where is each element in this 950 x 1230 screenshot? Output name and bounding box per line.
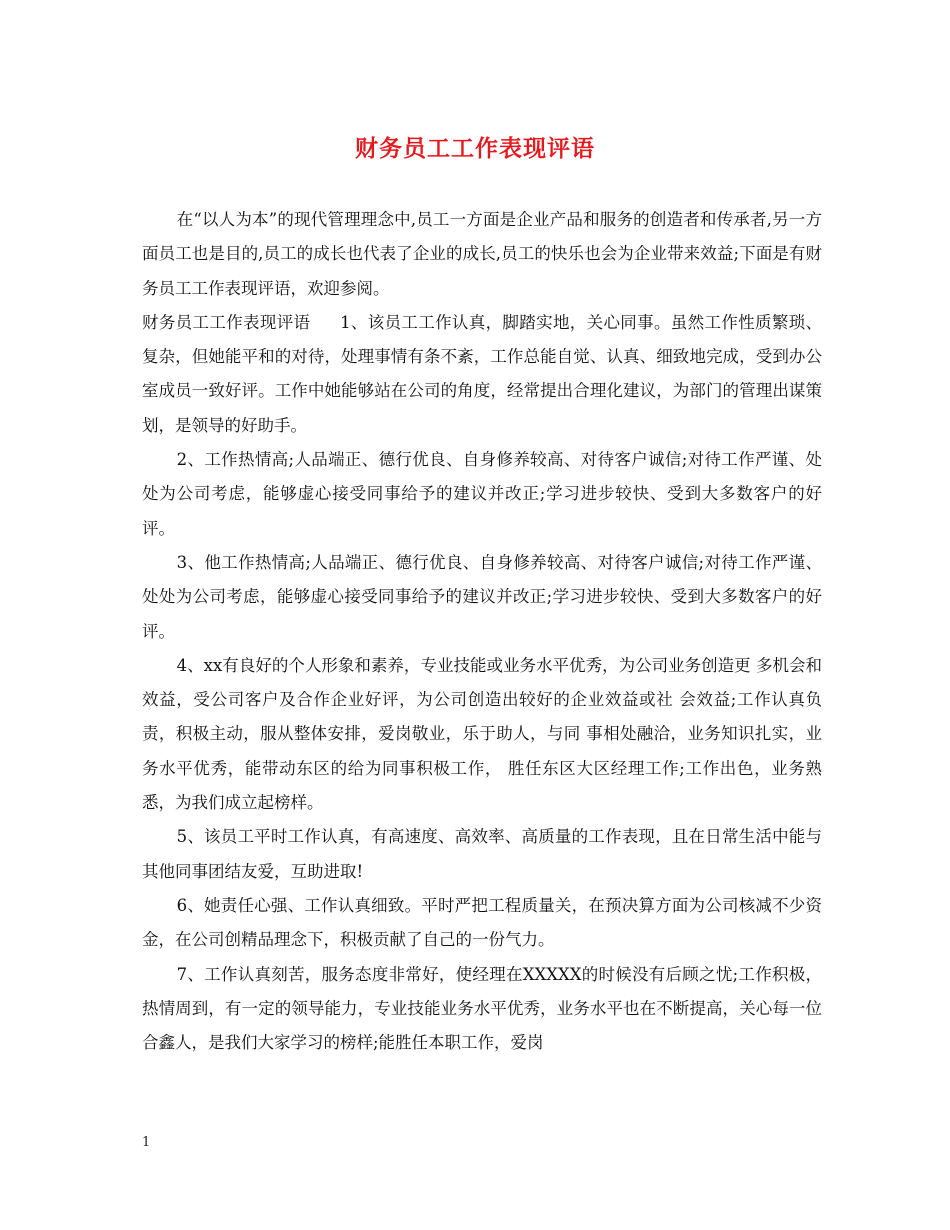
- document-title: 财务员工工作表现评语: [355, 135, 595, 162]
- section-heading: 财务员工工作表现评语: [142, 312, 311, 332]
- page-number: 1: [142, 1135, 151, 1150]
- review-item-5: 5、该员工平时工作认真，有高速度、高效率、高质量的工作表现，且在日常生活中能与其他同事团结友爱，互助进取!: [142, 827, 822, 881]
- document-body: [142, 203, 822, 1060]
- review-item-6: 6、她责任心强、工作认真细致。平时严把工程质量关，在预决算方面为公司核减不少资金，在公司创精品理念下，积极贡献了自己的一份气力。: [142, 895, 822, 950]
- review-item-3: 3、他工作热情高;人品端正、德行优良、自身修养较高、对待客户诚信;对待工作严谨、处处为公司考虑，能够虚心接受同事给予的建议并改正;学习进步较快、受到大多数客户的好评。: [142, 552, 822, 641]
- review-item-7: 7、工作认真刻苦，服务态度非常好，使经理在XXXXX的时候没有后顾之忧;工作积极，热情周到，有一定的领导能力，专业技能业务水平优秀，业务水平也在不断提高，关心每一位合鑫人，是我们大家学习的榜样;能胜任本职工作，爱岗: [142, 964, 822, 1053]
- first-review-paragraph: [142, 306, 822, 443]
- review-item-1: 1、该员工工作认真，脚踏实地，关心同事。虽然工作性质繁琐、复杂，但她能平和的对待，处理事情有条不紊，工作总能自觉、认真、细致地完成，受到办公室成员一致好评。工作中她能够站在公司的角度，经常提出合理化建议，为部门的管理出谋策划，是领导的好助手。: [142, 312, 823, 435]
- review-item-4: 4、xx有良好的个人形象和素养，专业技能或业务水平优秀，为公司业务创造更 多机会和效益，受公司客户及合作企业好评，为公司创造出较好的企业效益或社 会效益;工作认真负责，积极主动，服从整体安排，爱岗敬业，乐于助人，与同 事相处融洽，业务知识扎实，业务水平优秀，能带动东区的给为同事积极工作， 胜任东区大区经理工作;工作出色，业务熟悉，为我们成立起榜样。: [142, 655, 822, 813]
- review-item-2: 2、工作热情高;人品端正、德行优良、自身修养较高、对待客户诚信;对待工作严谨、处处为公司考虑，能够虚心接受同事给予的建议并改正;学习进步较快、受到大多数客户的好评。: [142, 450, 822, 538]
- intro-paragraph: 在“以人为本”的现代管理理念中,员工一方面是企业产品和服务的创造者和传承者,另一方面员工也是目的,员工的成长也代表了企业的成长,员工的快乐也会为企业带来效益;下面是有财务员工工作表现评语，欢迎参阅。: [142, 210, 822, 298]
